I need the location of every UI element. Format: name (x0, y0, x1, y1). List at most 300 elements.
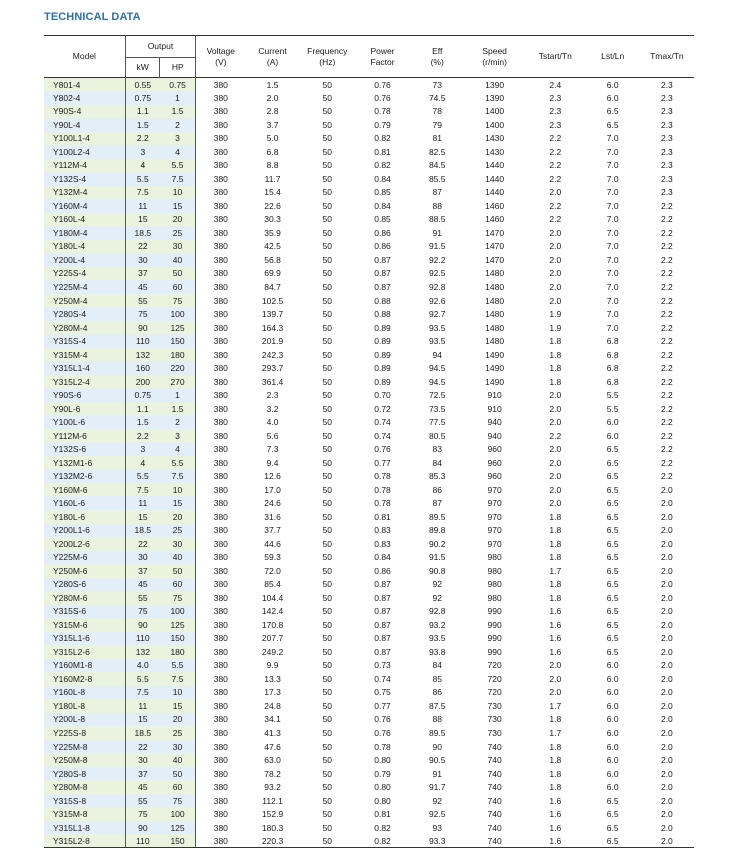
cell-eff: 84 (432, 660, 442, 671)
cell-power-factor: 0.83 (374, 538, 391, 549)
cell-tmax: 2.3 (660, 187, 673, 198)
cell-frequency: 50 (322, 254, 332, 265)
cell-tmax: 2.2 (660, 376, 673, 387)
cell-lst: 6.5 (606, 498, 619, 509)
table-row (44, 294, 694, 308)
cell-hp: 100 (160, 807, 196, 821)
cell-current: 3.2 (266, 403, 279, 414)
cell-model: Y160L-6 (44, 496, 125, 510)
table-row (44, 551, 694, 565)
cell-hp: 150 (160, 632, 196, 646)
cell-model: Y200L2-6 (44, 537, 125, 551)
cell-kw: 1.1 (125, 105, 160, 119)
cell-power-factor: 0.89 (374, 349, 391, 360)
cell-hp: 20 (160, 510, 196, 524)
table-row (44, 186, 694, 200)
cell-lst: 6.5 (606, 457, 619, 468)
cell-tstart: 1.6 (549, 606, 562, 617)
cell-eff: 77.5 (428, 417, 446, 428)
cell-lst: 5.5 (606, 390, 619, 401)
cell-kw: 18.5 (125, 226, 160, 240)
cell-tmax: 2.3 (660, 133, 673, 144)
table-row (44, 213, 694, 227)
cell-tstart: 2.0 (549, 457, 562, 468)
cell-tmax: 2.0 (660, 782, 673, 793)
cell-tmax: 2.2 (660, 295, 673, 306)
cell-voltage: 380 (196, 213, 246, 227)
cell-speed: 1480 (485, 322, 505, 333)
cell-current: 12.6 (264, 471, 281, 482)
cell-tmax: 2.0 (660, 592, 673, 603)
cell-current: 22.6 (264, 200, 281, 211)
cell-voltage: 380 (196, 564, 246, 578)
cell-kw: 3 (125, 145, 160, 159)
cell-frequency: 50 (322, 673, 332, 684)
cell-current: 13.3 (264, 673, 281, 684)
table-row (44, 321, 694, 335)
cell-tmax: 2.2 (660, 227, 673, 238)
cell-frequency: 50 (322, 281, 332, 292)
cell-model: Y802-4 (44, 91, 125, 105)
cell-hp: 3 (160, 132, 196, 146)
header-kw: kW (125, 58, 160, 78)
header-lst: Lst/Ln (601, 51, 625, 61)
header-eff-unit: (%) (430, 56, 444, 67)
cell-kw: 7.5 (125, 686, 160, 700)
cell-model: Y112M-6 (44, 429, 125, 443)
cell-tstart: 2.0 (549, 187, 562, 198)
cell-speed: 970 (487, 484, 502, 495)
cell-model: Y180M-4 (44, 226, 125, 240)
cell-tstart: 1.6 (549, 809, 562, 820)
cell-model: Y315M-6 (44, 618, 125, 632)
cell-power-factor: 0.82 (374, 822, 391, 833)
header-hp: HP (171, 62, 184, 72)
cell-power-factor: 0.79 (374, 768, 391, 779)
cell-power-factor: 0.87 (374, 606, 391, 617)
cell-kw: 132 (125, 645, 160, 659)
cell-eff: 86 (432, 687, 442, 698)
cell-model: Y225S-4 (44, 267, 125, 281)
cell-voltage: 380 (196, 537, 246, 551)
cell-lst: 6.0 (606, 700, 619, 711)
cell-current: 78.2 (264, 768, 281, 779)
cell-lst: 6.0 (606, 768, 619, 779)
cell-voltage: 380 (196, 780, 246, 794)
cell-power-factor: 0.76 (374, 79, 391, 90)
cell-hp: 180 (160, 645, 196, 659)
table-row (44, 740, 694, 754)
header-eff-label: Eff (432, 45, 443, 56)
cell-power-factor: 0.76 (374, 92, 391, 103)
cell-power-factor: 0.77 (374, 700, 391, 711)
cell-current: 8.8 (266, 160, 279, 171)
cell-tstart: 1.7 (549, 565, 562, 576)
cell-current: 59.3 (264, 552, 281, 563)
cell-speed: 730 (487, 700, 502, 711)
cell-power-factor: 0.89 (374, 363, 391, 374)
cell-kw: 90 (125, 321, 160, 335)
cell-power-factor: 0.84 (374, 200, 391, 211)
cell-tstart: 2.0 (549, 254, 562, 265)
cell-model: Y225M-4 (44, 280, 125, 294)
cell-current: 361.4 (261, 376, 284, 387)
cell-kw: 30 (125, 253, 160, 267)
cell-lst: 6.5 (606, 606, 619, 617)
cell-lst: 6.0 (606, 673, 619, 684)
cell-hp: 40 (160, 551, 196, 565)
cell-speed: 1490 (485, 349, 505, 360)
cell-power-factor: 0.79 (374, 119, 391, 130)
cell-model: Y200L-8 (44, 713, 125, 727)
cell-tmax: 2.0 (660, 646, 673, 657)
cell-kw: 200 (125, 375, 160, 389)
cell-speed: 940 (487, 417, 502, 428)
cell-tmax: 2.0 (660, 728, 673, 738)
cell-voltage: 380 (196, 78, 246, 92)
cell-model: Y160M-6 (44, 483, 125, 497)
cell-power-factor: 0.78 (374, 471, 391, 482)
cell-tmax: 2.0 (660, 552, 673, 563)
cell-tmax: 2.2 (660, 403, 673, 414)
cell-frequency: 50 (322, 322, 332, 333)
cell-frequency: 50 (322, 619, 332, 630)
cell-tstart: 2.2 (549, 146, 562, 157)
cell-speed: 990 (487, 633, 502, 644)
cell-lst: 6.0 (606, 660, 619, 671)
cell-eff: 83 (432, 444, 442, 455)
cell-kw: 15 (125, 213, 160, 227)
cell-tstart: 1.6 (549, 822, 562, 833)
table-row (44, 334, 694, 348)
cell-tstart: 2.0 (549, 673, 562, 684)
cell-lst: 7.0 (606, 133, 619, 144)
table-row (44, 429, 694, 443)
header-power-factor-line1: Power (370, 45, 395, 56)
cell-eff: 92 (432, 795, 442, 806)
cell-model: Y315M-4 (44, 348, 125, 362)
table-row (44, 105, 694, 119)
cell-tmax: 2.2 (660, 349, 673, 360)
cell-lst: 6.0 (606, 782, 619, 793)
header-frequency-label: Frequency (307, 45, 348, 56)
cell-power-factor: 0.89 (374, 376, 391, 387)
cell-model: Y132M2-6 (44, 469, 125, 483)
cell-power-factor: 0.84 (374, 552, 391, 563)
cell-current: 2.8 (266, 106, 279, 117)
cell-model: Y200L-4 (44, 253, 125, 267)
cell-model: Y280S-8 (44, 767, 125, 781)
cell-current: 63.0 (264, 755, 281, 766)
cell-kw: 75 (125, 307, 160, 321)
cell-voltage: 380 (196, 469, 246, 483)
cell-frequency: 50 (322, 309, 332, 320)
cell-hp: 10 (160, 686, 196, 700)
cell-current: 1.5 (266, 79, 279, 90)
cell-power-factor: 0.88 (374, 295, 391, 306)
cell-lst: 7.0 (606, 187, 619, 198)
cell-tmax: 2.2 (660, 214, 673, 225)
cell-power-factor: 0.85 (374, 187, 391, 198)
cell-frequency: 50 (322, 552, 332, 563)
cell-kw: 5.5 (125, 469, 160, 483)
cell-current: 30.3 (264, 214, 281, 225)
cell-current: 293.7 (261, 363, 284, 374)
cell-model: Y132M1-6 (44, 456, 125, 470)
cell-power-factor: 0.74 (374, 430, 391, 441)
cell-hp: 75 (160, 591, 196, 605)
cell-tmax: 2.2 (660, 444, 673, 455)
cell-tstart: 1.8 (549, 768, 562, 779)
cell-current: 42.5 (264, 241, 281, 252)
cell-voltage: 380 (196, 821, 246, 835)
cell-power-factor: 0.81 (374, 809, 391, 820)
cell-frequency: 50 (322, 363, 332, 374)
page-title: TECHNICAL DATA (44, 11, 141, 23)
cell-hp: 10 (160, 186, 196, 200)
cell-kw: 55 (125, 591, 160, 605)
cell-tstart: 2.0 (549, 390, 562, 401)
cell-lst: 7.0 (606, 200, 619, 211)
cell-voltage: 380 (196, 294, 246, 308)
table-row (44, 348, 694, 362)
cell-voltage: 380 (196, 145, 246, 159)
cell-tstart: 2.2 (549, 200, 562, 211)
cell-eff: 90.2 (428, 538, 446, 549)
table-row (44, 726, 694, 740)
table-header (44, 36, 694, 78)
header-voltage (196, 36, 246, 78)
cell-model: Y315L1-4 (44, 361, 125, 375)
cell-tstart: 1.6 (549, 633, 562, 644)
cell-eff: 85.3 (428, 471, 446, 482)
cell-eff: 93.5 (428, 633, 446, 644)
cell-lst: 7.0 (606, 241, 619, 252)
cell-kw: 2.2 (125, 429, 160, 443)
cell-kw: 30 (125, 551, 160, 565)
cell-tstart: 1.7 (549, 728, 562, 738)
cell-voltage: 380 (196, 442, 246, 456)
cell-power-factor: 0.78 (374, 741, 391, 752)
cell-power-factor: 0.83 (374, 525, 391, 536)
cell-lst: 6.5 (606, 633, 619, 644)
table-row (44, 375, 694, 389)
cell-frequency: 50 (322, 390, 332, 401)
cell-model: Y100L-6 (44, 415, 125, 429)
cell-model: Y112M-4 (44, 159, 125, 173)
cell-tmax: 2.0 (660, 822, 673, 833)
cell-hp: 220 (160, 361, 196, 375)
cell-kw: 110 (125, 834, 160, 848)
cell-voltage: 380 (196, 253, 246, 267)
cell-speed: 970 (487, 538, 502, 549)
cell-kw: 18.5 (125, 524, 160, 538)
header-output: Output (125, 36, 195, 58)
table-row (44, 307, 694, 321)
cell-kw: 90 (125, 821, 160, 835)
cell-current: 152.9 (261, 809, 284, 820)
cell-model: Y90L-4 (44, 118, 125, 132)
cell-tmax: 2.0 (660, 484, 673, 495)
cell-kw: 75 (125, 605, 160, 619)
cell-voltage: 380 (196, 632, 246, 646)
table-row (44, 388, 694, 402)
cell-speed: 1440 (485, 160, 505, 171)
cell-frequency: 50 (322, 525, 332, 536)
cell-model: Y315S-6 (44, 605, 125, 619)
cell-speed: 1460 (485, 200, 505, 211)
cell-kw: 22 (125, 537, 160, 551)
cell-frequency: 50 (322, 728, 332, 738)
cell-kw: 110 (125, 334, 160, 348)
cell-lst: 6.0 (606, 687, 619, 698)
cell-power-factor: 0.80 (374, 782, 391, 793)
cell-tmax: 2.2 (660, 457, 673, 468)
cell-current: 41.3 (264, 728, 281, 738)
cell-frequency: 50 (322, 119, 332, 130)
table-row (44, 686, 694, 700)
cell-model: Y315L2-6 (44, 645, 125, 659)
cell-speed: 1490 (485, 363, 505, 374)
cell-lst: 6.0 (606, 92, 619, 103)
cell-power-factor: 0.81 (374, 146, 391, 157)
cell-hp: 2 (160, 118, 196, 132)
cell-speed: 970 (487, 525, 502, 536)
cell-speed: 740 (487, 822, 502, 833)
cell-tmax: 2.2 (660, 200, 673, 211)
cell-lst: 6.5 (606, 592, 619, 603)
cell-speed: 970 (487, 498, 502, 509)
cell-lst: 6.0 (606, 728, 619, 738)
header-speed-label: Speed (482, 45, 507, 56)
cell-hp: 100 (160, 307, 196, 321)
cell-frequency: 50 (322, 173, 332, 184)
cell-eff: 92.2 (428, 254, 446, 265)
cell-voltage: 380 (196, 415, 246, 429)
cell-voltage: 380 (196, 105, 246, 119)
cell-power-factor: 0.81 (374, 511, 391, 522)
cell-tstart: 2.0 (549, 281, 562, 292)
cell-kw: 45 (125, 280, 160, 294)
cell-tstart: 1.6 (549, 795, 562, 806)
cell-current: 207.7 (261, 633, 284, 644)
cell-hp: 125 (160, 321, 196, 335)
cell-speed: 960 (487, 471, 502, 482)
table-row (44, 578, 694, 592)
table-row (44, 794, 694, 808)
cell-power-factor: 0.74 (374, 673, 391, 684)
cell-speed: 1400 (485, 119, 505, 130)
cell-current: 15.4 (264, 187, 281, 198)
cell-tstart: 1.8 (549, 741, 562, 752)
cell-eff: 86 (432, 484, 442, 495)
table-row (44, 145, 694, 159)
cell-power-factor: 0.82 (374, 160, 391, 171)
cell-tstart: 1.7 (549, 700, 562, 711)
cell-current: 47.6 (264, 741, 281, 752)
cell-voltage: 380 (196, 375, 246, 389)
cell-model: Y801-4 (44, 78, 125, 92)
cell-kw: 75 (125, 807, 160, 821)
cell-eff: 85 (432, 673, 442, 684)
cell-tstart: 1.8 (549, 782, 562, 793)
cell-voltage: 380 (196, 172, 246, 186)
cell-current: 180.3 (261, 822, 284, 833)
cell-tstart: 1.8 (549, 538, 562, 549)
cell-hp: 5.5 (160, 159, 196, 173)
cell-kw: 132 (125, 348, 160, 362)
cell-speed: 1470 (485, 227, 505, 238)
cell-speed: 980 (487, 592, 502, 603)
cell-power-factor: 0.76 (374, 714, 391, 725)
table-row (44, 659, 694, 673)
cell-model: Y315S-4 (44, 334, 125, 348)
table-row (44, 199, 694, 213)
cell-hp: 50 (160, 564, 196, 578)
cell-hp: 30 (160, 740, 196, 754)
cell-speed: 1390 (485, 79, 505, 90)
cell-lst: 6.0 (606, 755, 619, 766)
cell-kw: 30 (125, 753, 160, 767)
cell-lst: 6.0 (606, 741, 619, 752)
cell-kw: 15 (125, 713, 160, 727)
cell-frequency: 50 (322, 741, 332, 752)
cell-power-factor: 0.89 (374, 336, 391, 347)
cell-eff: 92.7 (428, 309, 446, 320)
table-body (44, 78, 694, 848)
cell-current: 84.7 (264, 281, 281, 292)
cell-power-factor: 0.74 (374, 417, 391, 428)
cell-eff: 90 (432, 741, 442, 752)
cell-power-factor: 0.73 (374, 660, 391, 671)
cell-eff: 91 (432, 768, 442, 779)
cell-lst: 5.5 (606, 403, 619, 414)
cell-speed: 740 (487, 768, 502, 779)
table-row (44, 132, 694, 146)
cell-hp: 15 (160, 496, 196, 510)
cell-eff: 74.5 (428, 92, 446, 103)
cell-speed: 1400 (485, 106, 505, 117)
cell-eff: 91.5 (428, 241, 446, 252)
cell-frequency: 50 (322, 660, 332, 671)
cell-speed: 1470 (485, 241, 505, 252)
cell-hp: 30 (160, 240, 196, 254)
cell-model: Y160M-4 (44, 199, 125, 213)
cell-voltage: 380 (196, 321, 246, 335)
cell-hp: 4 (160, 442, 196, 456)
table-row (44, 510, 694, 524)
cell-lst: 6.8 (606, 336, 619, 347)
cell-tstart: 2.4 (549, 79, 562, 90)
cell-tstart: 1.8 (549, 552, 562, 563)
cell-tstart: 1.8 (549, 349, 562, 360)
cell-hp: 100 (160, 605, 196, 619)
cell-hp: 7.5 (160, 469, 196, 483)
cell-tstart: 1.8 (549, 579, 562, 590)
cell-power-factor: 0.80 (374, 795, 391, 806)
cell-voltage: 380 (196, 334, 246, 348)
cell-model: Y225M-6 (44, 551, 125, 565)
cell-lst: 6.0 (606, 714, 619, 725)
cell-speed: 730 (487, 728, 502, 738)
cell-tstart: 1.8 (549, 714, 562, 725)
cell-hp: 7.5 (160, 672, 196, 686)
cell-tstart: 2.0 (549, 660, 562, 671)
cell-power-factor: 0.86 (374, 241, 391, 252)
cell-current: 34.1 (264, 714, 281, 725)
cell-eff: 92.6 (428, 295, 446, 306)
cell-lst: 6.5 (606, 646, 619, 657)
